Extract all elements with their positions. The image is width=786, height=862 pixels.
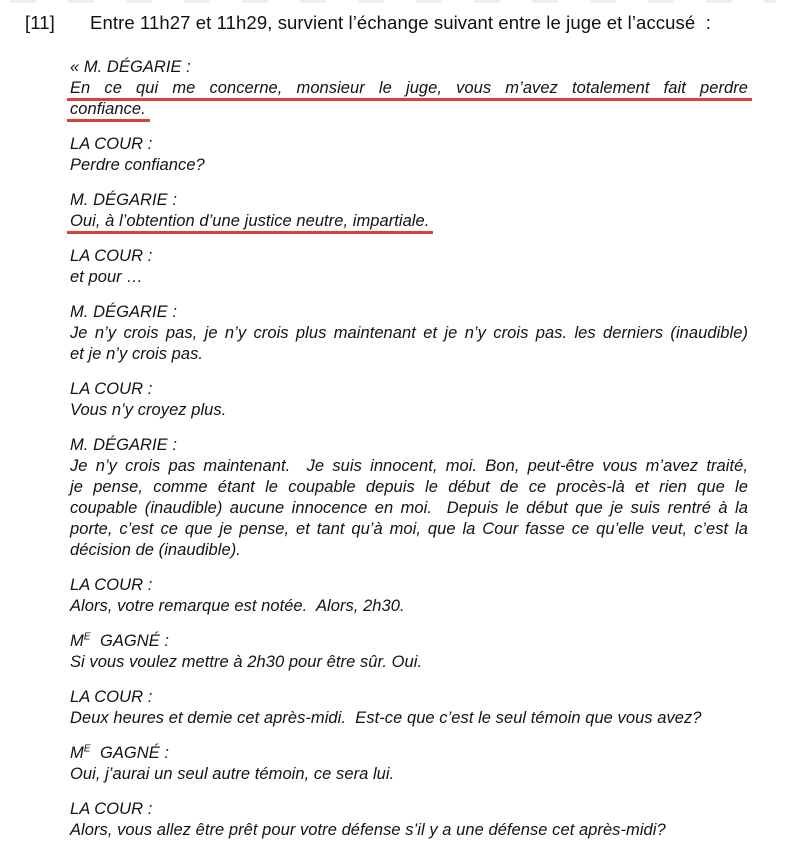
red-underline: confiance. xyxy=(67,100,150,122)
speaker-label: LA COUR : xyxy=(70,576,153,594)
speech-block xyxy=(70,743,748,785)
transcript xyxy=(70,57,748,855)
speaker-text: M xyxy=(70,744,84,762)
speaker-label: LA COUR : xyxy=(70,380,153,398)
dialogue-line xyxy=(70,78,748,99)
speaker-label: LA COUR : xyxy=(70,688,153,706)
speaker-text: GAGNÉ : xyxy=(90,744,170,762)
speaker-label: M. DÉGARIE : xyxy=(70,436,177,454)
dialogue-line: je pense, comme étant le coupable depuis le début de ce procès-là et rien que le xyxy=(70,478,748,496)
dialogue-line: Alors, vous allez être prêt pour votre défense s’il y a une défense cet après-midi? xyxy=(70,821,666,839)
dialogue-line: Alors, votre remarque est notée. Alors, 2h30. xyxy=(70,597,405,615)
red-underline: En ce qui me concerne, monsieur le juge, vous m’avez totalement fait perdre xyxy=(67,79,752,101)
dialogue-line: Je n’y crois pas, je n’y crois plus maintenant et je n’y crois pas. les derniers (inaudible) xyxy=(70,324,748,342)
dialogue-line: Perdre confiance? xyxy=(70,156,205,174)
dialogue-line: coupable (inaudible) aucune innocence en moi. Depuis le début que je suis rentré à la xyxy=(70,499,748,517)
speech-block xyxy=(70,575,748,617)
speech-block xyxy=(70,799,748,841)
speaker-superscript: E xyxy=(83,631,91,643)
speaker-superscript: E xyxy=(83,743,91,755)
dialogue-line xyxy=(70,99,748,120)
speaker-label: LA COUR : xyxy=(70,800,153,818)
paragraph-number: [11] xyxy=(25,12,55,33)
speaker-label xyxy=(70,743,748,764)
speech-block xyxy=(70,134,748,176)
dialogue-line xyxy=(70,211,748,232)
speaker-text: M xyxy=(70,632,84,650)
speech-block xyxy=(70,246,748,288)
red-underline: Oui, à l’obtention d’une justice neutre, impartiale. xyxy=(67,212,433,234)
dialogue-line: et pour … xyxy=(70,268,143,286)
speech-block xyxy=(70,379,748,421)
dialogue-line: Oui, j’aurai un seul autre témoin, ce sera lui. xyxy=(70,765,395,783)
paragraph-heading-text: Entre 11h27 et 11h29, survient l’échange suivant entre le juge et l’accusé : xyxy=(90,12,711,33)
speaker-label: « M. DÉGARIE : xyxy=(70,58,191,76)
speech-block xyxy=(70,687,748,729)
speech-block xyxy=(70,631,748,673)
scan-artifact-top xyxy=(10,0,776,3)
speaker-label: M. DÉGARIE : xyxy=(70,303,177,321)
dialogue-line: Je n’y crois pas maintenant. Je suis innocent, moi. Bon, peut-être vous m’avez traité, xyxy=(70,457,748,475)
dialogue-line: porte, c’est ce que je pense, et tant qu’à moi, que la Cour fasse ce qu’elle veut, c’est la xyxy=(70,520,748,538)
speaker-label: LA COUR : xyxy=(70,135,153,153)
dialogue-line: et je n’y crois pas. xyxy=(70,345,204,363)
speaker-label: M. DÉGARIE : xyxy=(70,191,177,209)
speaker-text: GAGNÉ : xyxy=(90,632,170,650)
dialogue-line: Si vous voulez mettre à 2h30 pour être sûr. Oui. xyxy=(70,653,423,671)
speaker-label xyxy=(70,631,748,652)
dialogue-line: décision de (inaudible). xyxy=(70,541,241,559)
dialogue-line: Deux heures et demie cet après-midi. Est-ce que c’est le seul témoin que vous avez? xyxy=(70,709,702,727)
speaker-label: LA COUR : xyxy=(70,247,153,265)
speech-block xyxy=(70,302,748,365)
dialogue-line: Vous n’y croyez plus. xyxy=(70,401,227,419)
speech-block xyxy=(70,57,748,120)
speech-block xyxy=(70,435,748,561)
paragraph-heading xyxy=(25,11,766,34)
speech-block xyxy=(70,190,748,232)
